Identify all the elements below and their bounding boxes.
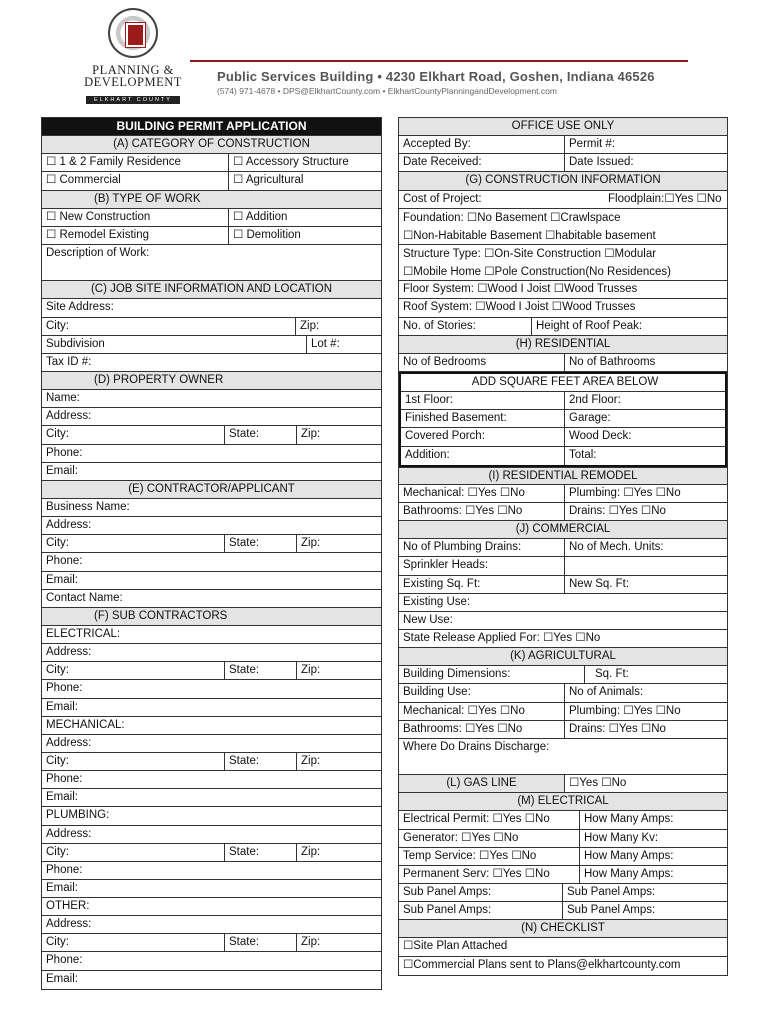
agricultural-row [399,666,727,684]
sub-email-field[interactable]: Email: [46,972,78,985]
section-heading: (K) AGRICULTURAL [510,650,616,663]
electrical-row [399,884,727,902]
owner-address-field[interactable]: Address: [46,410,92,423]
kv-field[interactable]: How Many Kv: [579,830,727,847]
generator-checkbox[interactable]: Generator: ☐Yes ☐No [403,831,519,844]
sub-other-label: OTHER: [46,900,90,913]
office-use-heading [399,118,727,136]
header-rule [190,60,688,62]
section-h-heading [399,336,727,354]
sub-address-row [42,916,381,934]
roof-peak-field[interactable]: Height of Roof Peak: [531,318,727,335]
building-use-field[interactable]: Building Use: [403,686,471,699]
sub-city-field[interactable]: City: [46,754,69,767]
owner-city-row [42,426,381,444]
ag-sqft-field[interactable]: Sq. Ft: [584,666,727,683]
owner-state-field[interactable]: State: [224,426,296,443]
date-received-field[interactable]: Date Received: [403,156,482,169]
structure-type-options[interactable] [399,245,727,280]
commercial-row [399,612,727,630]
sub-email-field[interactable]: Email: [46,791,78,804]
electrical-row [399,902,727,920]
wood-deck-field[interactable]: Wood Deck: [564,428,725,445]
section-heading: (D) PROPERTY OWNER [94,373,224,386]
gas-line-row [399,775,727,793]
foundation-line1: Foundation: ☐No Basement ☐Crawlspace [403,211,621,224]
gas-line-heading: (L) GAS LINE [399,775,564,792]
remodel-row [399,503,727,521]
sub-electrical-row [42,626,381,644]
sqft-row [401,392,725,410]
site-plan-checkbox[interactable]: ☐Site Plan Attached [403,940,508,953]
owner-city-field[interactable]: City: [46,428,69,441]
commercial-row [399,630,727,648]
agricultural-row [399,739,727,775]
checkbox-new-construction[interactable]: ☐ New Construction [46,210,151,223]
checkbox-commercial[interactable]: ☐ Commercial [46,174,121,187]
floor-system-row [399,281,727,299]
section-heading: (H) RESIDENTIAL [515,337,611,350]
category-row [42,172,381,190]
first-floor-field[interactable]: 1st Floor: [405,394,453,407]
drains-discharge-field[interactable]: Where Do Drains Discharge: [403,740,550,753]
sub-email-row [42,699,381,717]
section-b-heading [42,191,381,209]
sub-address-field[interactable]: Address: [46,918,92,931]
roof-system-row [399,299,727,317]
section-d-heading [42,372,381,390]
sub-electrical-label: ELECTRICAL: [46,627,121,640]
total-field[interactable]: Total: [564,447,725,465]
permit-application-form [41,117,382,990]
electrical-row [399,848,727,866]
floor-system-options[interactable]: Floor System: ☐Wood I Joist ☐Wood Trusses [403,283,638,296]
roof-system-options[interactable]: Roof System: ☐Wood I Joist ☐Wood Trusses [403,301,636,314]
section-heading: (M) ELECTRICAL [517,795,609,808]
description-row [42,245,381,281]
foundation-row [399,209,727,245]
office-address: Public Services Building • 4230 Elkhart Road, Goshen, Indiana 46526 [217,69,655,84]
second-floor-field[interactable]: 2nd Floor: [564,392,725,409]
existing-use-field[interactable]: Existing Use: [403,595,471,608]
sub-zip-field[interactable]: Zip: [296,844,381,861]
lot-field[interactable]: Lot #: [306,336,381,353]
commercial-row [399,539,727,557]
commercial-row [399,576,727,594]
temp-amps-field[interactable]: How Many Amps: [579,848,727,865]
sub-address-field[interactable]: Address: [46,736,92,749]
sub-mechanical-label: MECHANICAL: [46,718,125,731]
section-j-heading [399,521,727,539]
floodplain-checkbox[interactable]: Floodplain:☐Yes ☐No [608,192,722,205]
contact-name-field[interactable]: Contact Name: [46,591,123,604]
checkbox-demolition[interactable]: ☐ Demolition [228,227,381,244]
sub-city-row [42,844,381,862]
tax-id-row [42,354,381,372]
amps-field[interactable]: How Many Amps: [579,811,727,828]
section-m-heading [399,793,727,811]
remodel-mechanical-checkbox[interactable]: Mechanical: ☐Yes ☐No [403,486,525,499]
sub-phone-field[interactable]: Phone: [46,954,83,967]
sub-email-field[interactable]: Email: [46,700,78,713]
sqft-row [401,447,725,465]
section-heading: (I) RESIDENTIAL REMODEL [488,469,638,482]
work-type-row [42,209,381,227]
mech-units-field[interactable]: No of Mech. Units: [564,539,727,556]
checkbox-agricultural[interactable]: ☐ Agricultural [228,172,381,189]
sub-panel-amps-field[interactable]: Sub Panel Amps: [562,884,727,901]
county-seal-icon [108,8,158,58]
sub-mechanical-row [42,717,381,735]
structure-line1: Structure Type: ☐On-Site Construction ☐Modular [403,248,657,260]
section-heading: (A) CATEGORY OF CONSTRUCTION [113,138,310,151]
section-heading: (N) CHECKLIST [521,922,605,935]
section-f-heading [42,608,381,626]
site-address-field[interactable]: Site Address: [46,301,114,314]
sub-phone-field[interactable]: Phone: [46,863,83,876]
sub-email-row [42,971,381,989]
structure-line2: ☐Mobile Home ☐Pole Construction(No Residences) [403,266,671,278]
gas-line-checkbox[interactable]: ☐Yes ☐No [564,775,727,792]
sub-city-row [42,662,381,680]
animals-field[interactable]: No of Animals: [564,684,727,701]
contractor-zip-field[interactable]: Zip: [296,535,381,552]
owner-phone-row [42,445,381,463]
checkbox-accessory-structure[interactable]: ☐ Accessory Structure [228,154,381,171]
owner-zip-field[interactable]: Zip: [296,426,381,443]
section-e-heading [42,481,381,499]
contractor-email-row [42,572,381,590]
sub-phone-row [42,771,381,789]
form-title: BUILDING PERMIT APPLICATION [116,119,307,133]
agricultural-row [399,684,727,702]
state-release-checkbox[interactable]: State Release Applied For: ☐Yes ☐No [403,631,601,644]
business-name-row [42,499,381,517]
remodel-row [399,485,727,503]
section-heading: (F) SUB CONTRACTORS [94,609,228,622]
sub-panel-amps-field[interactable]: Sub Panel Amps: [562,902,727,919]
contractor-state-field[interactable]: State: [224,535,296,552]
sub-panel-amps-field[interactable]: Sub Panel Amps: [403,904,492,917]
contractor-address-field[interactable]: Address: [46,519,92,532]
section-a-heading [42,136,381,154]
stories-row [399,318,727,336]
temp-service-checkbox[interactable]: Temp Service: ☐Yes ☐No [403,849,537,862]
electrical-permit-checkbox[interactable]: Electrical Permit: ☐Yes ☐No [403,813,550,826]
subdivision-field[interactable]: Subdivision [46,337,105,350]
rooms-row [399,354,727,372]
bathrooms-field[interactable]: No of Bathrooms [564,354,727,371]
sub-address-row [42,644,381,662]
office-and-construction-form [398,117,728,976]
electrical-row [399,866,727,884]
new-sqft-field[interactable]: New Sq. Ft: [564,576,727,593]
sub-city-field[interactable]: City: [46,664,69,677]
sqft-heading: ADD SQUARE FEET AREA BELOW [471,376,659,388]
office-row [399,136,727,154]
ag-mechanical-checkbox[interactable]: Mechanical: ☐Yes ☐No [403,704,525,717]
logo [78,8,188,104]
section-heading: (J) COMMERCIAL [515,523,611,536]
sub-zip-field[interactable]: Zip: [296,753,381,770]
commercial-plans-checkbox[interactable]: ☐Commercial Plans sent to Plans@elkhartcounty.com [403,958,681,971]
building-dimensions-field[interactable]: Building Dimensions: [403,668,511,681]
stories-field[interactable]: No. of Stories: [403,319,476,332]
sqft-heading-row [401,374,725,392]
sub-state-field[interactable]: State: [224,934,296,951]
business-name-field[interactable]: Business Name: [46,500,130,513]
sub-zip-field[interactable]: Zip: [296,934,381,951]
tax-id-field[interactable]: Tax ID #: [46,355,92,368]
owner-email-field[interactable]: Email: [46,464,78,477]
subdivision-row [42,336,381,354]
section-heading: (C) JOB SITE INFORMATION AND LOCATION [90,283,333,296]
section-g-heading [399,172,727,190]
sub-phone-field[interactable]: Phone: [46,773,83,786]
sub-city-row [42,753,381,771]
structure-row [399,245,727,281]
sub-phone-row [42,680,381,698]
permanent-service-checkbox[interactable]: Permanent Serv: ☐Yes ☐No [403,867,550,880]
ag-plumbing-checkbox[interactable]: Plumbing: ☐Yes ☐No [564,703,727,720]
owner-email-row [42,463,381,481]
section-i-heading [399,467,727,485]
electrical-row [399,811,727,829]
sub-city-field[interactable]: City: [46,936,69,949]
plumbing-drains-field[interactable]: No of Plumbing Drains: [403,541,522,554]
checkbox-family-residence[interactable]: ☐ 1 & 2 Family Residence [46,156,181,169]
category-row [42,154,381,172]
contractor-address-row [42,517,381,535]
sub-address-row [42,735,381,753]
sub-email-field[interactable]: Email: [46,881,78,894]
empty-cell [564,557,727,574]
contact-name-row [42,590,381,608]
checkbox-remodel-existing[interactable]: ☐ Remodel Existing [46,228,149,241]
addition-field[interactable]: Addition: [405,448,450,461]
sub-state-field[interactable]: State: [224,753,296,770]
office-contact: (574) 971-4678 • DPS@ElkhartCounty.com • ElkhartCountyPlanningandDevelopment.com [217,86,557,96]
sub-state-field[interactable]: State: [224,662,296,679]
sub-email-row [42,880,381,898]
agricultural-row [399,721,727,739]
owner-name-row [42,390,381,408]
bedrooms-field[interactable]: No of Bedrooms [403,355,487,368]
permanent-amps-field[interactable]: How Many Amps: [579,866,727,883]
date-issued-field[interactable]: Date Issued: [564,154,727,171]
remodel-bathrooms-checkbox[interactable]: Bathrooms: ☐Yes ☐No [403,504,523,517]
sub-plumbing-label: PLUMBING: [46,809,110,822]
sub-plumbing-row [42,807,381,825]
sub-panel-amps-field[interactable]: Sub Panel Amps: [403,885,492,898]
sub-phone-row [42,862,381,880]
permit-number-field[interactable]: Permit #: [564,136,727,153]
foundation-line2: ☐Non-Habitable Basement ☐habitable basement [403,229,656,242]
sub-address-field[interactable]: Address: [46,827,92,840]
sub-city-row [42,934,381,952]
sub-zip-field[interactable]: Zip: [296,662,381,679]
electrical-row [399,830,727,848]
checkbox-addition[interactable]: ☐ Addition [228,209,381,226]
contractor-email-field[interactable]: Email: [46,573,78,586]
cost-of-project-field[interactable]: Cost of Project: [403,192,482,205]
sprinkler-heads-field[interactable]: Sprinkler Heads: [403,559,489,572]
new-use-field[interactable]: New Use: [403,613,453,626]
covered-porch-field[interactable]: Covered Porch: [405,430,485,443]
contractor-city-row [42,535,381,553]
sqft-row [401,410,725,428]
section-heading: OFFICE USE ONLY [511,120,615,132]
checklist-row [399,938,727,956]
section-k-heading [399,648,727,666]
work-type-row [42,227,381,245]
sub-email-row [42,789,381,807]
site-city-field[interactable]: City: [46,319,69,332]
contractor-phone-field[interactable]: Phone: [46,555,83,568]
commercial-row [399,557,727,575]
form-title-row [42,118,381,136]
finished-basement-field[interactable]: Finished Basement: [405,412,507,425]
checklist-row [399,957,727,975]
office-row [399,154,727,172]
owner-address-row [42,408,381,426]
foundation-options[interactable] [399,209,727,244]
sub-phone-row [42,952,381,970]
contractor-phone-row [42,553,381,571]
square-feet-box [399,372,727,467]
site-city-row [42,318,381,336]
sub-address-row [42,826,381,844]
ag-bathrooms-checkbox[interactable]: Bathrooms: ☐Yes ☐No [403,722,523,735]
description-of-work-field[interactable]: Description of Work: [46,246,150,259]
garage-field[interactable]: Garage: [564,410,725,427]
owner-name-field[interactable]: Name: [46,392,80,405]
site-address-row [42,299,381,317]
sub-state-field[interactable]: State: [224,844,296,861]
logo-text-line1: PLANNING & [92,63,174,77]
section-n-heading [399,920,727,938]
section-heading: (E) CONTRACTOR/APPLICANT [128,482,295,495]
owner-phone-field[interactable]: Phone: [46,446,83,459]
cost-row [399,191,727,209]
ag-drains-checkbox[interactable]: Drains: ☐Yes ☐No [564,721,727,738]
commercial-row [399,594,727,612]
section-heading: (G) CONSTRUCTION INFORMATION [465,174,661,187]
site-zip-field[interactable]: Zip: [295,318,381,335]
section-c-heading [42,281,381,299]
sub-address-field[interactable]: Address: [46,646,92,659]
sub-phone-field[interactable]: Phone: [46,682,83,695]
logo-text-line2: DEVELOPMENT [84,75,182,89]
remodel-plumbing-checkbox[interactable]: Plumbing: ☐Yes ☐No [564,485,727,502]
accepted-by-field[interactable]: Accepted By: [403,138,471,151]
sub-city-field[interactable]: City: [46,845,69,858]
existing-sqft-field[interactable]: Existing Sq. Ft: [403,577,481,590]
remodel-drains-checkbox[interactable]: Drains: ☐Yes ☐No [564,503,727,520]
contractor-city-field[interactable]: City: [46,537,69,550]
sqft-row [401,428,725,446]
agricultural-row [399,703,727,721]
sub-other-row [42,898,381,916]
logo-county-band: ELKHART COUNTY [86,96,180,104]
section-heading: (B) TYPE OF WORK [94,192,201,205]
